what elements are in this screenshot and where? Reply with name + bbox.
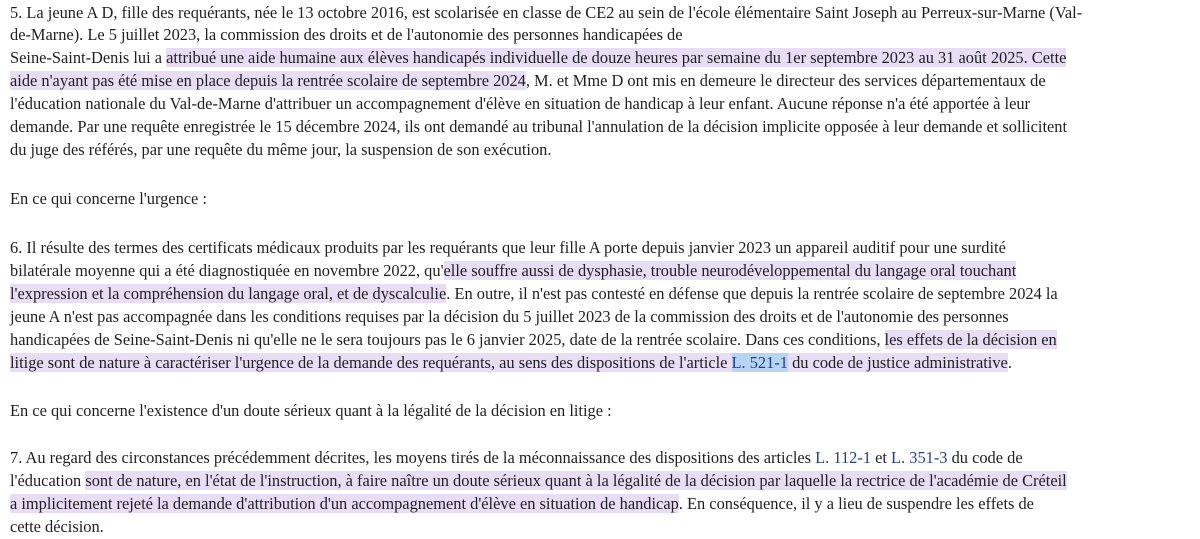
p5-line-1 [10, 2, 1082, 25]
p6-line-3 [10, 283, 1058, 306]
text-run: bilatérale moyenne qui a été diagnostiquée en novembre 2022, qu' [10, 261, 444, 280]
p5-line-7 [10, 139, 551, 162]
highlighted-text[interactable]: du code de justice administrative [787, 353, 1008, 372]
text-run: En ce qui concerne l'urgence : [10, 189, 207, 208]
section-heading-doute [10, 400, 612, 423]
p6-line-2 [10, 260, 1016, 283]
p5-line-5 [10, 93, 1030, 116]
p7-line-3 [10, 493, 1034, 516]
text-run: Seine-Saint-Denis lui a [10, 48, 167, 67]
text-run: 6. Il résulte des termes des certificats médicaux produits par les requérants que leur fille A porte depuis janvier 2023 un appareil auditif pour une surdité [10, 238, 1006, 257]
p7-line-4 [10, 516, 104, 539]
p6-line-6 [10, 352, 1012, 375]
highlighted-text[interactable]: elle souffre aussi de dysphasie, trouble neurodéveloppemental du langage oral touchant [443, 261, 1017, 280]
text-run: l'éducation nationale du Val-de-Marne d'attribuer un accompagnement d'élève en situation de handicap à leur enfant. Aucune réponse n'a été apportée à leur [10, 94, 1031, 113]
p6-line-4 [10, 306, 1009, 329]
text-run: 7. Au regard des circonstances précédemment décrites, les moyens tirés de la méconnaissance des dispositions des articles [10, 448, 816, 467]
article-link-l112-1[interactable]: L. 112-1 [815, 448, 872, 467]
p7-line-1 [10, 447, 1023, 470]
text-run: du code de [947, 448, 1023, 467]
text-run: du juge des référés, par une requête du même jour, la suspension de son exécution. [10, 140, 552, 159]
p5-line-2 [10, 24, 683, 47]
section-heading-urgence [10, 188, 207, 211]
text-run: de-Marne). Le 5 juillet 2023, la commission des droits et de l'autonomie des personnes handicapées de [10, 25, 683, 44]
text-run: demande. Par une requête enregistrée le 15 décembre 2024, ils ont demandé au tribunal l'annulation de la décision implicite opposée à leur demande et sollicitent [10, 117, 1068, 136]
text-run: 5. La jeune A D, fille des requérants, née le 13 octobre 2016, est scolarisée en classe de CE2 au sein de l'école élémentaire Saint Joseph au Perreux-sur-Marne (Val- [10, 3, 1083, 22]
text-run: En ce qui concerne l'existence d'un doute sérieux quant à la légalité de la décision en litige : [10, 401, 612, 420]
p7-line-2 [10, 470, 1067, 493]
text-run: jeune A n'est pas accompagnée dans les conditions requises par la décision du 5 juillet 2023 de la commission des droits et de l'autonomie des personnes [10, 307, 1009, 326]
highlighted-text[interactable]: aide n'ayant pas été mise en place depuis la rentrée scolaire de septembre 2024 [10, 71, 526, 90]
text-run: . [1007, 353, 1012, 372]
text-run: cette décision. [10, 517, 104, 536]
p5-line-4 [10, 70, 1046, 93]
text-run: l'éducation [10, 471, 86, 490]
p5-line-6 [10, 116, 1067, 139]
p6-line-1 [10, 237, 1006, 260]
highlighted-text[interactable]: les effets de la décision en [884, 330, 1057, 349]
highlighted-text[interactable]: l'expression et la compréhension du langage oral, et de dyscalculie [10, 284, 447, 303]
p5-line-3 [10, 47, 1066, 70]
highlighted-text[interactable]: attribué une aide humaine aux élèves handicapés individuelle de douze heures par semaine du 1er septembre 2023 au 31 août 2025. Cette [166, 48, 1067, 67]
highlighted-text[interactable]: litige sont de nature à caractériser l'urgence de la demande des requérants, au sens des dispositions de l'article [10, 353, 732, 372]
article-link-l521-1[interactable]: L. 521-1 [731, 353, 788, 372]
text-run: et [871, 448, 892, 467]
highlighted-text[interactable]: a implicitement rejeté la demande d'attribution d'un accompagnement d'élève en situation de handicap [10, 494, 679, 513]
highlighted-text[interactable]: sont de nature, en l'état de l'instruction, à faire naître un doute sérieux quant à la légalité de la décision par laquelle la rectrice de l'académie de Créteil [85, 471, 1067, 490]
article-link-l351-3[interactable]: L. 351-3 [891, 448, 948, 467]
text-run: . En conséquence, il y a lieu de suspendre les effets de [678, 494, 1034, 513]
text-run: , M. et Mme D ont mis en demeure le directeur des services départementaux de [525, 71, 1046, 90]
text-run: . En outre, il n'est pas contesté en défense que depuis la rentrée scolaire de septembre 2024 la [446, 284, 1058, 303]
p6-line-5 [10, 329, 1057, 352]
text-run: handicapées de Seine-Saint-Denis ni qu'elle ne le sera toujours pas le 6 janvier 2025, date de la rentrée scolaire. Dans ces conditions, [10, 330, 885, 349]
